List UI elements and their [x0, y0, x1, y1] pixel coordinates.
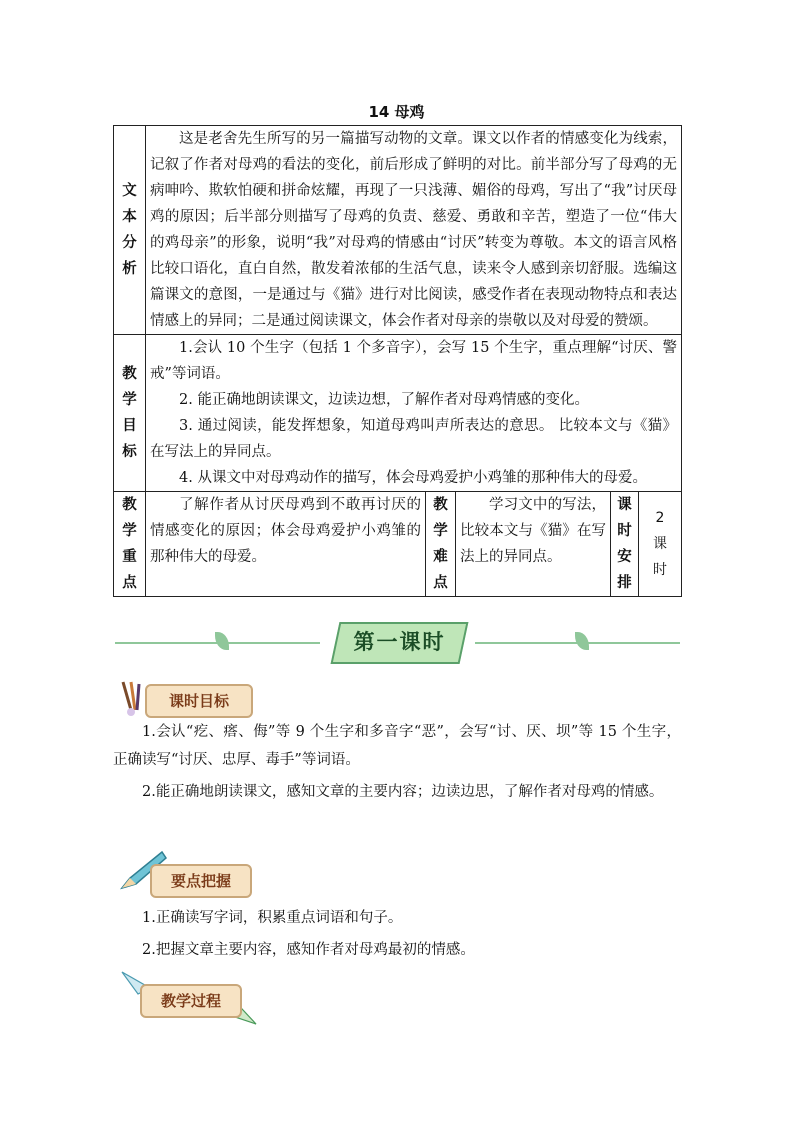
schedule-cell	[639, 492, 682, 597]
teaching-goals-cell	[146, 335, 682, 492]
schedule-header	[611, 492, 639, 597]
teaching-focus-header	[114, 492, 146, 597]
teaching-difficulty-cell	[456, 492, 611, 597]
objective-item: 1.会认“疙、瘩、侮”等 9 个生字和多音字“恶”，会写“讨、厌、坝”等 15 个生字，正确读写“讨厌、忠厚、毒手”等词语。	[113, 724, 681, 768]
goal-item: 3. 通过阅读，能发挥想象，知道母鸡叫声所表达的意思。 比较本文与《猫》在写法上的异同点。	[150, 418, 678, 460]
schedule-content: 2课时	[653, 510, 667, 578]
table-row-focus	[114, 492, 682, 597]
objective-item: 2.能正确地朗读课文，感知文章的主要内容；边读边思，了解作者对母鸡的情感。	[142, 784, 664, 800]
leaf-icon	[215, 632, 229, 650]
text-analysis-content: 这是老舍先生所写的另一篇描写动物的文章。课文以作者的情感变化为线索，记叙了作者对母鸡的看法的变化，前后形成了鲜明的对比。前半部分写了母鸡的无病呻吟、欺软怕硬和拼命炫耀，再现了一只浅薄、媚俗的母鸡，写出了“我”讨厌母鸡的原因；后半部分则描写了母鸡的负责、慈爱、勇敢和辛苦，塑造了一位“伟大的鸡母亲”的形象，说明“我”对母鸡的情感由“讨厌”转变为尊敬。本文的语言风格比较口语化，直白自然，散发着浓郁的生活气息，读来令人感到亲切舒服。选编这篇课文的意图，一是通过与《猫》进行对比阅读，感受作者在表现动物特点和表达情感上的异同；二是通过阅读课文，体会作者对母亲的崇敬以及对母爱的赞颂。	[150, 131, 678, 329]
header-label: 文本分析	[122, 183, 137, 277]
goal-item: 4. 从课文中对母鸡动作的描写，体会母鸡爱护小鸡雏的那种伟大的母爱。	[179, 470, 647, 486]
header-label: 课时安排	[617, 497, 632, 591]
lesson-banner-divider	[115, 622, 680, 667]
teaching-goals-header	[114, 335, 146, 492]
header-label: 教学难点	[433, 497, 448, 591]
section-label-keypoints: 要点把握	[150, 864, 252, 898]
table-row-teaching-goals	[114, 335, 682, 492]
lesson-plan-table	[113, 125, 682, 597]
lesson-banner-title: 第一课时	[353, 630, 446, 654]
objectives-text	[113, 718, 681, 806]
table-row-text-analysis	[114, 126, 682, 335]
section-label-process: 教学过程	[140, 984, 242, 1018]
section-label-objectives: 课时目标	[145, 684, 253, 718]
teaching-focus-content: 了解作者从讨厌母鸡到不敢再讨厌的情感变化的原因；体会母鸡爱护小鸡雏的那种伟大的母爱。	[150, 497, 421, 565]
header-label: 教学重点	[122, 497, 137, 591]
text-analysis-cell	[146, 126, 682, 335]
goal-item: 2. 能正确地朗读课文，边读边想，了解作者对母鸡情感的变化。	[179, 392, 589, 408]
keypoint-item: 1.正确读写字词，积累重点词语和句子。	[142, 910, 403, 926]
page-title: 14 母鸡	[368, 103, 425, 121]
teaching-difficulty-header	[426, 492, 456, 597]
keypoints-text	[113, 904, 681, 964]
teaching-focus-cell	[146, 492, 426, 597]
brush-icon	[117, 680, 147, 716]
header-label: 教学目标	[122, 366, 137, 460]
goal-item: 1.会认 10 个生字（包括 1 个多音字），会写 15 个生字，重点理解“讨厌、警戒”等词语。	[150, 340, 678, 382]
text-analysis-header	[114, 126, 146, 335]
teaching-difficulty-content: 学习文中的写法，比较本文与《猫》在写法上的异同点。	[460, 497, 606, 565]
keypoint-item: 2.把握文章主要内容，感知作者对母鸡最初的情感。	[142, 942, 475, 958]
leaf-icon	[575, 632, 589, 650]
